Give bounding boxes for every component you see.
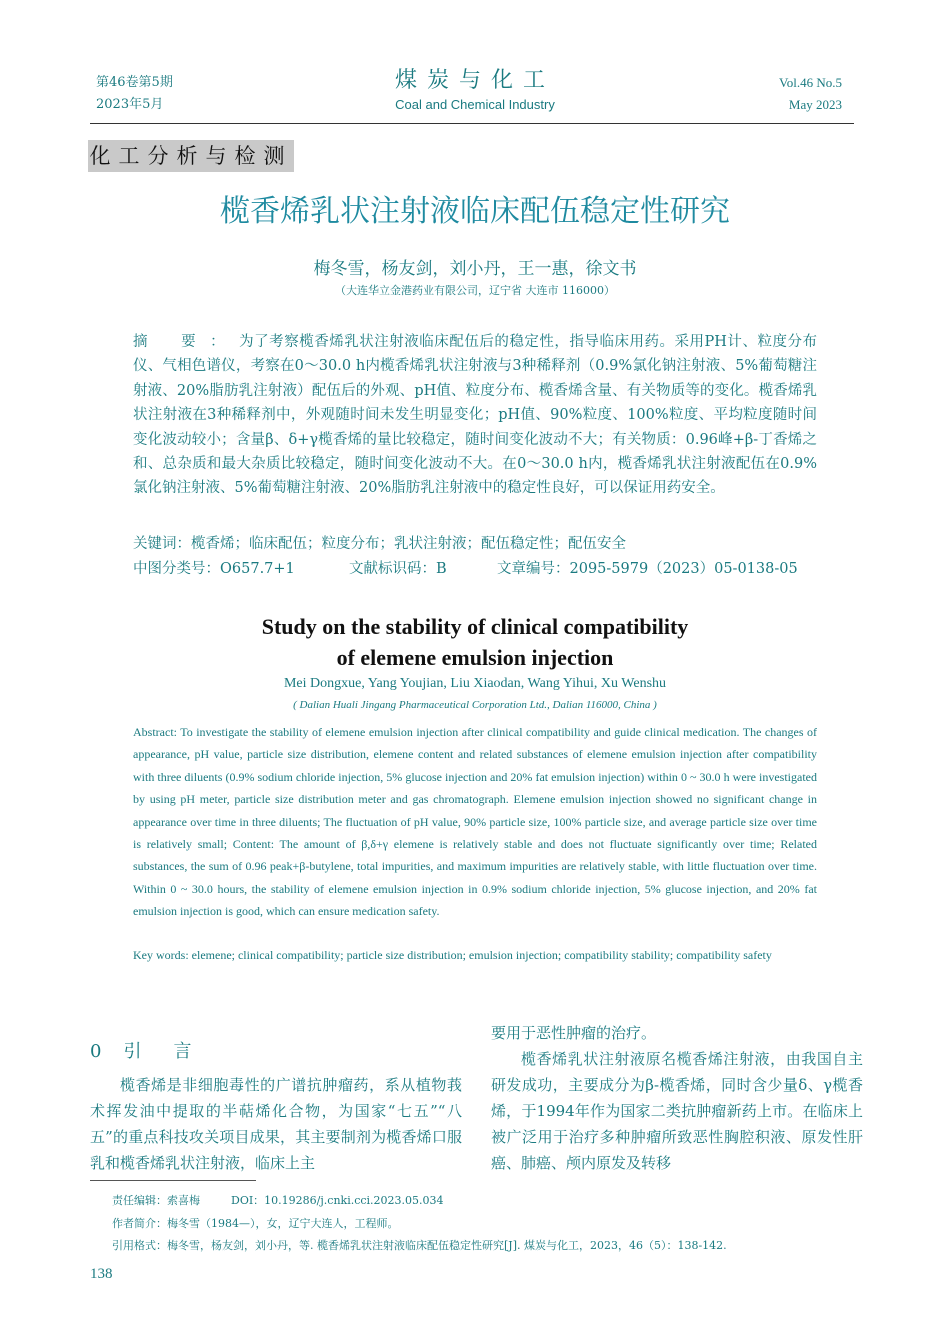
abstract-en [133, 721, 817, 923]
section-number: 0 [90, 1041, 104, 1062]
paper-title-en-line2: of elemene emulsion injection [336, 645, 614, 670]
page-number: 138 [90, 1266, 113, 1282]
journal-name-en: Coal and Chemical Industry [395, 97, 555, 112]
volume-issue-cn: 第46卷第5期 [96, 75, 173, 90]
volume-issue-en: Vol.46 No.5 [779, 75, 842, 90]
abstract-en-label: Abstract: [133, 725, 177, 739]
keywords-en-text: elemene; clinical compatibility; particle size distribution; emulsion injection; compatibility stability; compatibility safety [191, 948, 772, 962]
paper-title-en [0, 611, 950, 673]
date-cn: 2023年5月 [96, 97, 164, 112]
footnote-editor: 责任编辑：索喜梅 [112, 1194, 200, 1207]
date-en: May 2023 [788, 97, 842, 112]
document-code: 文献标识码：B [349, 561, 447, 577]
header-volume-en [779, 72, 842, 116]
keywords-en [133, 944, 817, 966]
section-heading-char-2: 言 [173, 1041, 194, 1062]
abstract-cn [133, 330, 817, 501]
paper-title-en-line1: Study on the stability of clinical compatibility [261, 614, 689, 639]
abstract-cn-label: 摘 要： [133, 334, 240, 350]
section-heading-char-1: 引 [123, 1041, 144, 1062]
footnote-author-intro: 作者简介：梅冬雪（1984—），女，辽宁大连人，工程师。 [112, 1217, 399, 1230]
body-column-right [491, 1020, 863, 1176]
authors-en: Mei Dongxue, Yang Youjian, Liu Xiaodan, Wang Yihui, Xu Wenshu [283, 676, 667, 691]
abstract-cn-text: 为了考察榄香烯乳状注射液临床配伍后的稳定性，指导临床用药。采用PH计、粒度分布仪、气相色谱仪，考察在0～30.0 h内榄香烯乳状注射液与3种稀释剂（0.9%氯化钠注射液、5%葡萄糖注射液、20%脂肪乳注射液）配伍后的外观、pH值、粒度分布、榄香烯含量、有关物质等的变化。榄香烯乳状注射液在3种稀释剂中，外观随时间未发生明显变化；pH值、90%粒度、100%粒度、平均粒度随时间变化波动较小；含量β、δ+γ榄香烯的量比较稳定，随时间变化波动不大；有关物质：0.96峰+β-丁香烯之和、总杂质和最大杂质比较稳定，随时间变化波动不大。在0～30.0 h内，榄香烯乳状注射液配伍在0.9%氯化钠注射液、5%葡萄糖注射液、20%脂肪乳注射液中的稳定性良好，可以保证用药安全。 [133, 334, 817, 497]
keywords-cn-text: 榄香烯；临床配伍；粒度分布；乳状注射液；配伍稳定性；配伍安全 [191, 536, 626, 552]
affiliation-en: ( Dalian Huali Jingang Pharmaceutical Corporation Ltd., Dalian 116000, China ) [293, 699, 657, 711]
keywords-cn [133, 533, 817, 555]
intro-paragraph-1-cont: 要用于恶性肿瘤的治疗。 [491, 1024, 657, 1042]
section-heading-intro [90, 1037, 193, 1063]
intro-paragraph-1: 榄香烯是非细胞毒性的广谱抗肿瘤药，系从植物莪术挥发油中提取的半萜烯化合物，为国家“七五”“八五”的重点科技攻关项目成果，其主要制剂为榄香烯口服乳和榄香烯乳状注射液，临床上主 [90, 1076, 462, 1172]
keywords-en-label: Key words: [133, 948, 189, 962]
header-divider [90, 123, 854, 124]
intro-paragraph-2: 榄香烯乳状注射液原名榄香烯注射液，由我国自主研发成功，主要成分为β-榄香烯，同时含少量δ、γ榄香烯，于1994年作为国家二类抗肿瘤新药上市。在临床上被广泛用于治疗多种肿瘤所致恶性胸腔积液、原发性肝癌、肺癌、颅内原发及转移 [491, 1050, 863, 1172]
authors-cn: 梅冬雪，杨友剑，刘小丹，王一惠，徐文书 [313, 259, 637, 279]
paper-title-cn: 榄香烯乳状注射液临床配伍稳定性研究 [220, 194, 730, 229]
section-tag: 化工分析与检测 [88, 140, 294, 172]
footnote-citation: 引用格式：梅冬雪，杨友剑，刘小丹，等. 榄香烯乳状注射液临床配伍稳定性研究[J]. 煤炭与化工，2023，46（5）：138-142. [112, 1239, 727, 1252]
abstract-en-text: To investigate the stability of elemene emulsion injection after clinical compatibility and guide clinical medication. The changes of appearance, pH value, particle size distribution, elemene content and related substances of elemene emulsion injection after compatibility with three diluents (0.9% sodium chloride injection, 5% glucose injection and 20% fat emulsion injection) within 0 ~ 30.0 h were investigated by using pH meter, particle size distribution meter and gas chromatograph. Elemene emulsion injection showed no significant change in appearance over time in three diluents; The fluctuation of pH value, 90% particle size, 100% particle size, and average particle size over time is relatively small; Content: The amount of β,δ+γ elemene is relatively stable and does not fluctuate significantly over time; Related substances, the sum of 0.96 peak+β-butylene, total impurities, and maximum impurities are relatively stable, with little fluctuation over time. Within 0 ~ 30.0 hours, the stability of elemene emulsion injection in 0.9% sodium chloride injection, 5% glucose injection, and 20% fat emulsion injection is good, which can ensure medication safety. [133, 725, 817, 919]
footnote-doi: DOI：10.19286/j.cnki.cci.2023.05.034 [231, 1194, 444, 1207]
body-column-left [90, 1072, 462, 1176]
footnote-divider [90, 1180, 256, 1181]
journal-name-cn: 煤炭与化工 [394, 68, 555, 93]
footnote-editor-doi [112, 1192, 444, 1208]
affiliation-cn: （大连华立金港药业有限公司，辽宁省 大连市 116000） [335, 284, 615, 297]
keywords-cn-label: 关键词： [133, 536, 191, 552]
article-number: 文章编号：2095-5979（2023）05-0138-05 [497, 561, 798, 577]
clc-number: 中图分类号：O657.7+1 [133, 561, 295, 577]
